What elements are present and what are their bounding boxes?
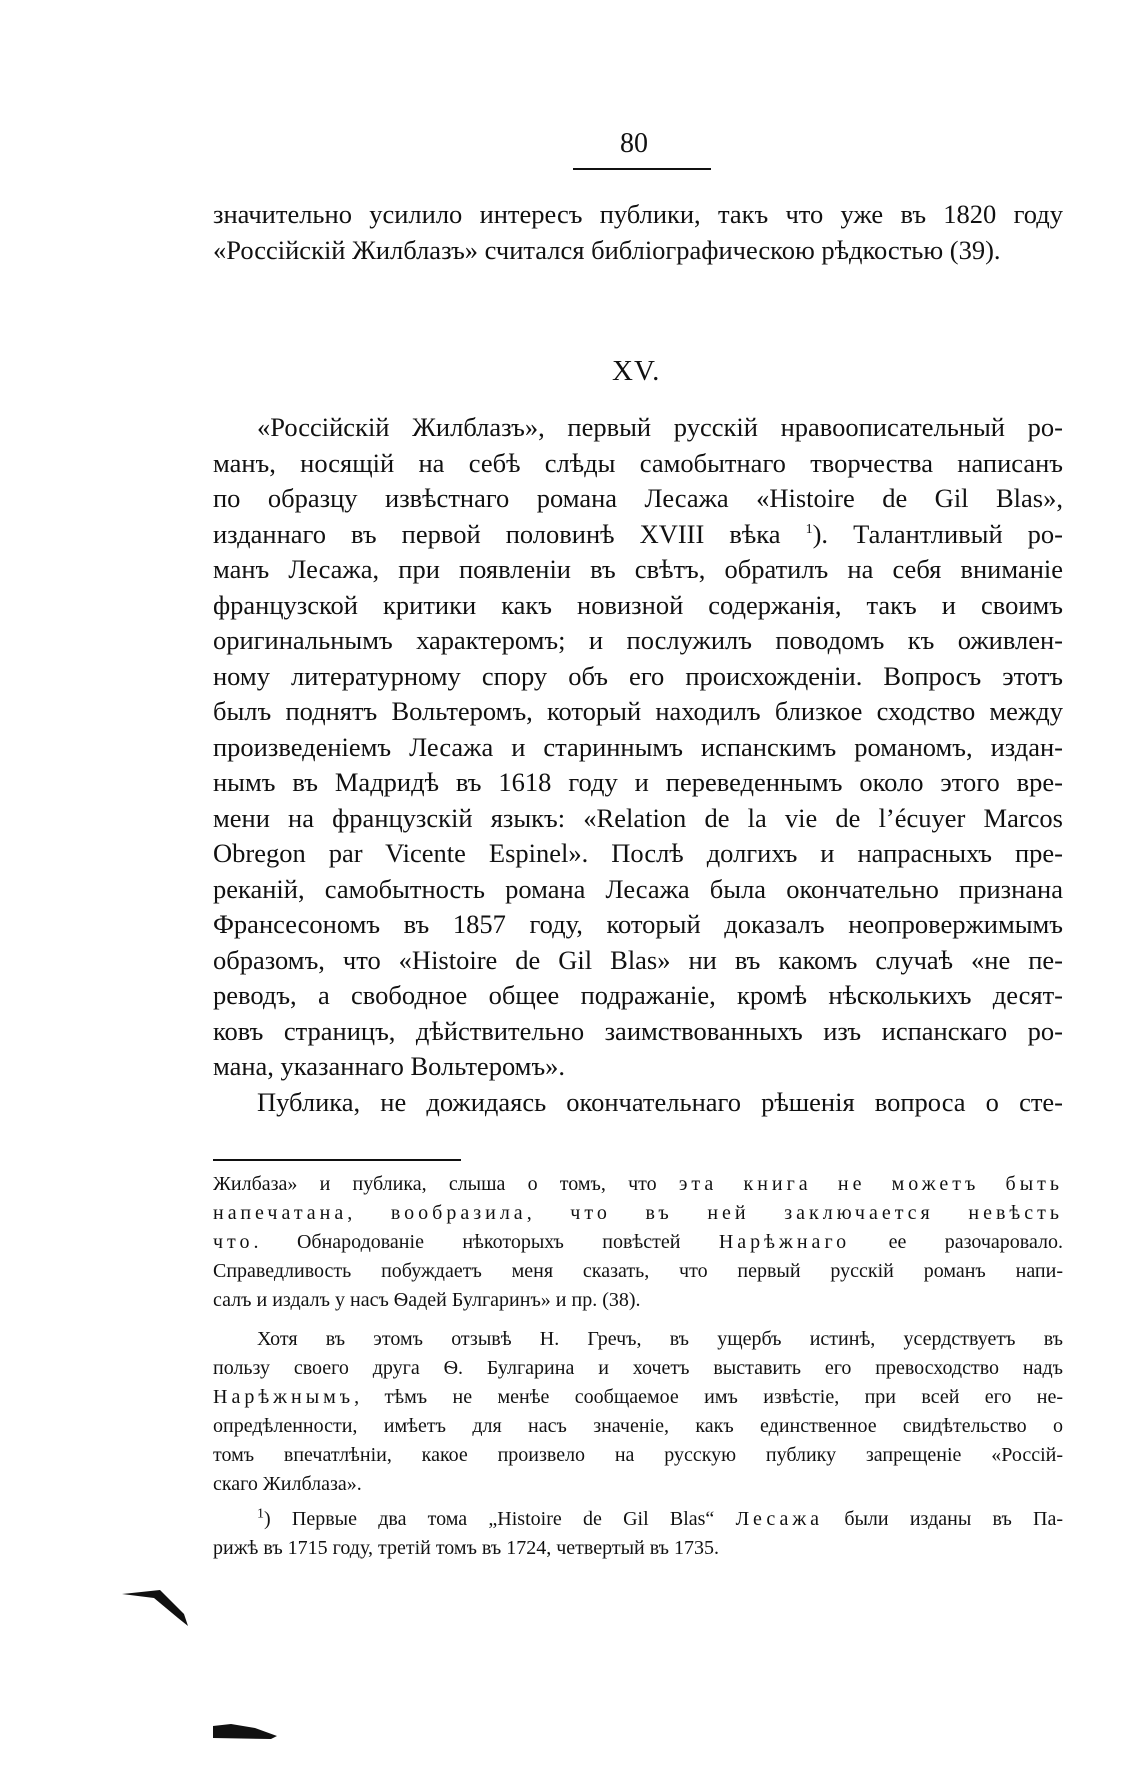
footnote-line [213,1383,1063,1412]
footnote-text: были изданы въ Па- [844,1508,1064,1530]
body-line: ковъ страницъ, дѣйствительно заимствованныхъ изъ испанскаго ро- [213,1015,1063,1046]
body-line: Obregon par Vicente Espinel». Послѣ долгихъ и напрасныхъ пре- [213,838,1063,868]
footnote-text: , тѣмъ не менѣе сообщаемое имъ извѣстіе, при всей его не- [354,1386,1063,1408]
footnote-line: скаго Жилблаза». [213,1473,362,1495]
spaced-author-name: Нарѣжнаго [718,1231,851,1253]
body-line: реводъ, а свободное общее подражаніе, кромѣ нѣсколькихъ десят- [213,980,1063,1010]
ink-smudge-icon [122,1590,188,1626]
footnote-line: рижѣ въ 1715 году, третій томъ въ 1724, четвертый въ 1735. [213,1537,719,1559]
footnote-line: опредѣленности, имѣетъ для насъ значеніе, какъ единственное свидѣтельство о [213,1415,1063,1437]
body-line: манъ, носящій на себѣ слѣды самобытнаго творчества написанъ [213,447,1063,478]
footnote-text: . Обнародованіе нѣкоторыхъ повѣстей [253,1231,681,1253]
body-line [213,517,1063,553]
body-line: образомъ, что «Histoire de Gil Blas» ни въ какомъ случаѣ «не пе- [213,944,1063,975]
spaced-author-name: Нарѣжнымъ [213,1386,355,1408]
body-line: произведеніемъ Лесажа и стариннымъ испанскимъ романомъ, издан- [213,731,1063,762]
footnote-reference: 1 [805,521,813,537]
footnote-line [213,1170,1063,1199]
spaced-author-name: Лесажа [735,1508,824,1530]
body-line: оригинальнымъ характеромъ; и послужилъ поводомъ къ оживлен- [213,625,1063,655]
spaced-text: что [213,1231,254,1253]
body-line: мени на французскій языкъ: «Relation de la vie de l’écuyer Marcos [213,802,1063,833]
body-line: «Россійскій Жилблазъ», первый русскій нравоописательный ро- [257,412,1063,442]
footnote-line: томъ впечатлѣніи, какое произвело на русскую публику запрещеніе «Россій- [213,1444,1063,1466]
body-line-text: изданнаго въ первой половинѣ XVIII вѣка [213,518,781,549]
footnote-line: Справедливость побуждаетъ меня сказать, что первый русскій романъ напи- [213,1260,1063,1282]
body-line: нымъ въ Мадридѣ въ 1618 году и переведеннымъ около этого вре- [213,767,1063,797]
footnote-line: салъ и издалъ у насъ Ѳадей Булгаринъ» и пр. (38). [213,1289,641,1311]
footnote-line: напечатана, вообразила, что въ ней заключается невѣсть [213,1202,1063,1224]
ink-streak-icon [213,1724,277,1739]
page-number-rule [573,168,711,170]
body-line: манъ Лесажа, при появленіи въ свѣтъ, обратилъ на себя вниманіе [213,554,1063,584]
footnote-text: ее разочаровало. [888,1231,1064,1253]
continuation-paragraph [213,197,1063,268]
continuation-line: значительно усилило интересъ публики, такъ что уже въ 1820 году [213,199,1063,229]
spaced-text: эта книга не можетъ быть [678,1173,1063,1195]
footnote-text: Жилбаза» и публика, слыша о томъ, что [213,1173,657,1195]
footnote-text: ) Первые два тома „Histoire de Gil Blas“ [264,1508,715,1530]
footnote-divider [213,1159,461,1161]
body-line: реканій, самобытность романа Лесажа была окончательно признана [213,873,1063,904]
body-line: по образцу извѣстнаго романа Лесажа «Histoire de Gil Blas», [213,483,1063,513]
footnote-line [213,1505,1063,1534]
continuation-line: «Россійскій Жилблазъ» считался библіографическою рѣдкостью (39). [213,234,1001,265]
body-line: французской критики какъ новизной содержанія, такъ и своимъ [213,589,1063,620]
footnote-line: Хотя въ этомъ отзывѣ Н. Гречъ, въ ущербъ истинѣ, усердствуетъ въ [257,1328,1063,1350]
footnote-line [213,1228,1063,1257]
body-line: Франсесономъ въ 1857 году, который доказалъ неопровержимымъ [213,909,1063,939]
footnote-one [213,1505,1063,1563]
footnote-paragraph [213,1325,1063,1499]
scan-mark [213,1720,277,1744]
footnote-line: пользу своего друга Ѳ. Булгарина и хочетъ выставить его превосходство надъ [213,1357,1063,1379]
page-number: 80 [620,128,648,159]
body-line: мана, указаннаго Вольтеромъ». [213,1051,566,1081]
scan-mark [122,1586,192,1630]
body-line-text: ). Талантливый ро- [812,518,1064,549]
main-text [213,410,1063,1120]
section-heading: XV. [612,355,661,387]
body-line: былъ поднятъ Вольтеромъ, который находилъ близкое сходство между [213,696,1063,726]
footnote-continuation [213,1170,1063,1315]
footnote-marker: 1 [257,1506,264,1522]
body-line: ному литературному спору объ его происхожденіи. Вопросъ этотъ [213,660,1063,691]
body-line: Публика, не дожидаясь окончательнаго рѣшенія вопроса о сте- [257,1086,1063,1117]
